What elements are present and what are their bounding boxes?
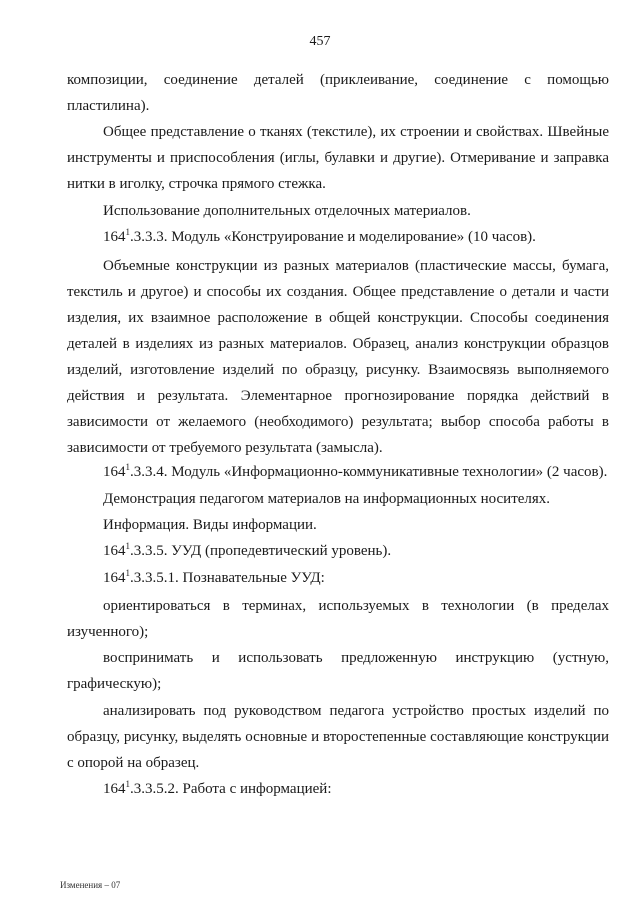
paragraph-2: Использование дополнительных отделочных материалов. bbox=[103, 203, 471, 219]
section-number: 164 bbox=[103, 464, 126, 480]
paragraph-0: композиции, соединение деталей (приклеивание, соединение с помощью пластилина). bbox=[67, 72, 609, 114]
superscript: 1 bbox=[125, 227, 130, 237]
paragraph-10: ориентироваться в терминах, используемых в технологии (в пределах изученного); bbox=[67, 598, 609, 640]
superscript: 1 bbox=[125, 541, 130, 551]
paragraph-5 bbox=[67, 459, 609, 485]
section-title: .3.3.5.2. Работа с информацией: bbox=[130, 781, 332, 797]
superscript: 1 bbox=[125, 779, 130, 789]
paragraph-4: Объемные конструкции из разных материалов (пластические массы, бумага, текстиль и другое) и способы их создания. Общее представление о детали и части изделия, их взаимное расположение в общей конструкции. Способы соединения деталей в изделиях из разных материалов. Образец, анализ конструкции образцов изделий, изготовление изделий по образцу, рисунку. Взаимосвязь выполняемого действия и результата. Элементарное прогнозирование порядка действий в зависимости от желаемого (необходимого) результата; выбор способа работы в зависимости от требуемого результата (замысла). bbox=[67, 258, 609, 456]
paragraph-8 bbox=[67, 538, 609, 564]
section-number: 164 bbox=[103, 543, 126, 559]
paragraph-6: Демонстрация педагогом материалов на информационных носителях. bbox=[103, 491, 551, 507]
section-title: .3.3.4. Модуль «Информационно-коммуникативные технологии» (2 часов). bbox=[130, 464, 608, 480]
paragraph-3 bbox=[67, 224, 609, 250]
paragraph-13 bbox=[67, 776, 609, 802]
footer-revision: Изменения – 07 bbox=[60, 880, 121, 890]
section-title: .3.3.5. УУД (пропедевтический уровень). bbox=[130, 543, 392, 559]
section-number: 164 bbox=[103, 781, 126, 797]
paragraph-12: анализировать под руководством педагога устройство простых изделий по образцу, рисунку, выделять основные и второстепенные составляющие конструкции с опорой на образец. bbox=[67, 703, 609, 771]
paragraph-1: Общее представление о тканях (текстиле), их строении и свойствах. Швейные инструменты и приспособления (иглы, булавки и другие). Отмеривание и заправка нитки в иголку, строчка прямого стежка. bbox=[67, 124, 609, 192]
page-number: 457 bbox=[309, 34, 331, 49]
section-title: .3.3.5.1. Познавательные УУД: bbox=[130, 570, 325, 586]
section-title: .3.3.3. Модуль «Конструирование и моделирование» (10 часов). bbox=[130, 229, 536, 245]
section-number: 164 bbox=[103, 229, 126, 245]
paragraph-7: Информация. Виды информации. bbox=[103, 517, 317, 533]
superscript: 1 bbox=[125, 568, 130, 578]
section-number: 164 bbox=[103, 570, 126, 586]
superscript: 1 bbox=[125, 462, 130, 472]
paragraph-9 bbox=[67, 565, 609, 591]
paragraph-11: воспринимать и использовать предложенную инструкцию (устную, графическую); bbox=[67, 650, 609, 692]
